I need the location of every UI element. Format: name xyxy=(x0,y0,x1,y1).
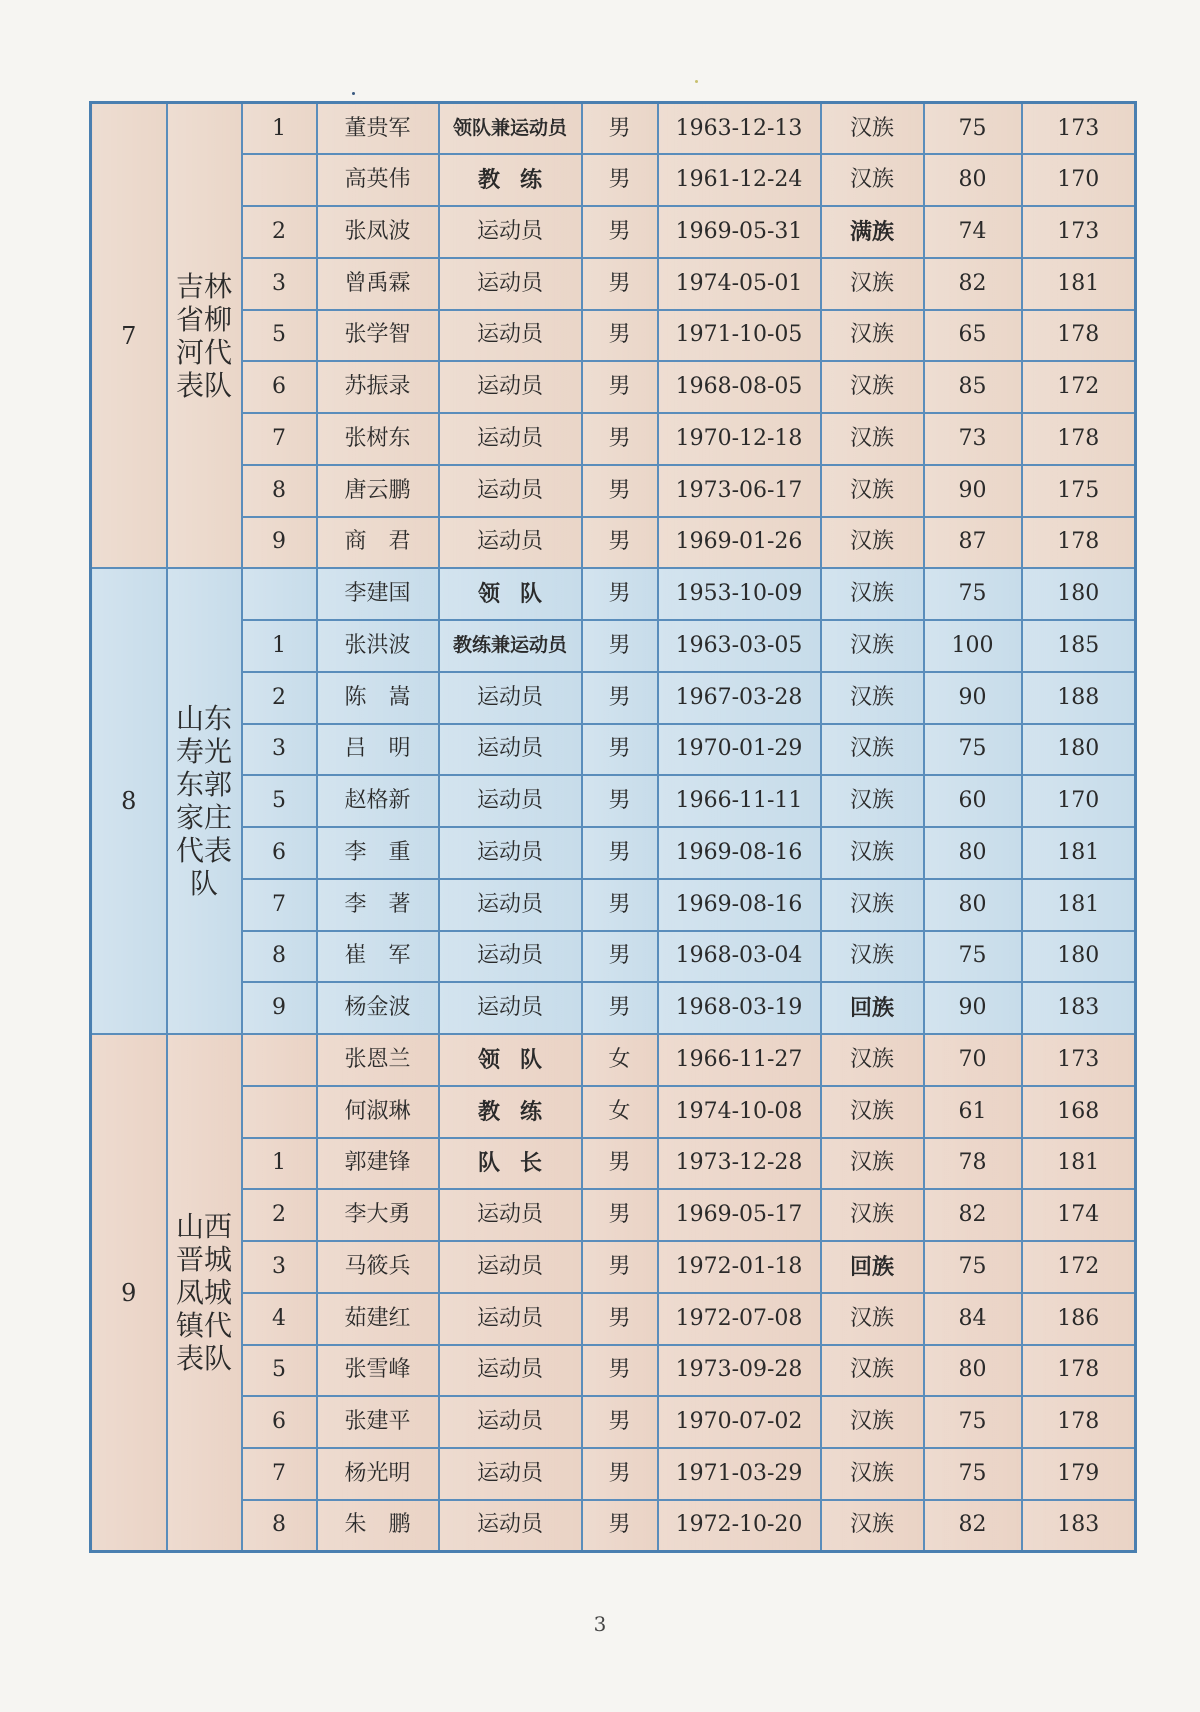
height-cell: 188 xyxy=(1022,672,1136,724)
table-row xyxy=(91,1293,1136,1345)
player-number-cell: 2 xyxy=(242,1189,317,1241)
member-name-cell: 高英伟 xyxy=(317,154,439,206)
scan-speck xyxy=(352,92,355,95)
sex-cell: 男 xyxy=(582,982,658,1034)
birth-date-cell: 1971-03-29 xyxy=(658,1448,821,1500)
ethnicity-cell: 汉族 xyxy=(821,1396,924,1448)
role-cell: 领队兼运动员 xyxy=(439,103,582,155)
table-row xyxy=(91,310,1136,362)
birth-date-cell: 1969-08-16 xyxy=(658,827,821,879)
ethnicity-cell: 汉族 xyxy=(821,1034,924,1086)
member-name-cell: 郭建锋 xyxy=(317,1138,439,1190)
table-row xyxy=(91,1138,1136,1190)
role-cell: 运动员 xyxy=(439,361,582,413)
player-number-cell: 3 xyxy=(242,724,317,776)
birth-date-cell: 1968-08-05 xyxy=(658,361,821,413)
ethnicity-cell: 汉族 xyxy=(821,258,924,310)
birth-date-cell: 1973-09-28 xyxy=(658,1345,821,1397)
member-name-cell: 朱 鹏 xyxy=(317,1500,439,1552)
birth-date-cell: 1963-03-05 xyxy=(658,620,821,672)
member-name-cell: 杨金波 xyxy=(317,982,439,1034)
player-number-cell: 7 xyxy=(242,413,317,465)
weight-cell: 75 xyxy=(924,1396,1022,1448)
ethnicity-cell: 汉族 xyxy=(821,672,924,724)
height-cell: 181 xyxy=(1022,827,1136,879)
member-name-cell: 张凤波 xyxy=(317,206,439,258)
role-cell: 运动员 xyxy=(439,775,582,827)
table-row xyxy=(91,568,1136,620)
height-cell: 173 xyxy=(1022,1034,1136,1086)
sex-cell: 男 xyxy=(582,1448,658,1500)
player-number-cell: 5 xyxy=(242,775,317,827)
table-row xyxy=(91,258,1136,310)
table-row xyxy=(91,517,1136,569)
weight-cell: 82 xyxy=(924,258,1022,310)
birth-date-cell: 1969-05-31 xyxy=(658,206,821,258)
weight-cell: 70 xyxy=(924,1034,1022,1086)
member-name-cell: 张恩兰 xyxy=(317,1034,439,1086)
height-cell: 185 xyxy=(1022,620,1136,672)
height-cell: 172 xyxy=(1022,1241,1136,1293)
sex-cell: 男 xyxy=(582,775,658,827)
table-row xyxy=(91,1500,1136,1552)
table-row xyxy=(91,413,1136,465)
height-cell: 181 xyxy=(1022,879,1136,931)
player-number-cell: 7 xyxy=(242,879,317,931)
birth-date-cell: 1966-11-27 xyxy=(658,1034,821,1086)
role-cell: 运动员 xyxy=(439,1189,582,1241)
birth-date-cell: 1966-11-11 xyxy=(658,775,821,827)
player-number-cell: 2 xyxy=(242,206,317,258)
roster-body xyxy=(91,103,1136,1552)
weight-cell: 61 xyxy=(924,1086,1022,1138)
height-cell: 181 xyxy=(1022,1138,1136,1190)
weight-cell: 80 xyxy=(924,879,1022,931)
role-cell: 队长 xyxy=(439,1138,582,1190)
table-row xyxy=(91,879,1136,931)
sex-cell: 男 xyxy=(582,465,658,517)
ethnicity-cell: 汉族 xyxy=(821,931,924,983)
member-name-cell: 董贵军 xyxy=(317,103,439,155)
birth-date-cell: 1961-12-24 xyxy=(658,154,821,206)
member-name-cell: 商 君 xyxy=(317,517,439,569)
role-cell: 教练 xyxy=(439,154,582,206)
height-cell: 170 xyxy=(1022,154,1136,206)
height-cell: 172 xyxy=(1022,361,1136,413)
player-number-cell: 8 xyxy=(242,1500,317,1552)
birth-date-cell: 1974-10-08 xyxy=(658,1086,821,1138)
sex-cell: 男 xyxy=(582,1345,658,1397)
sex-cell: 男 xyxy=(582,827,658,879)
team-roster-table xyxy=(89,101,1137,1553)
height-cell: 175 xyxy=(1022,465,1136,517)
member-name-cell: 何淑琳 xyxy=(317,1086,439,1138)
weight-cell: 80 xyxy=(924,827,1022,879)
birth-date-cell: 1969-08-16 xyxy=(658,879,821,931)
player-number-cell: 6 xyxy=(242,361,317,413)
player-number-cell: 1 xyxy=(242,620,317,672)
member-name-cell: 吕 明 xyxy=(317,724,439,776)
member-name-cell: 赵格新 xyxy=(317,775,439,827)
member-name-cell: 张洪波 xyxy=(317,620,439,672)
height-cell: 178 xyxy=(1022,1396,1136,1448)
weight-cell: 75 xyxy=(924,931,1022,983)
ethnicity-cell: 回族 xyxy=(821,982,924,1034)
weight-cell: 80 xyxy=(924,1345,1022,1397)
ethnicity-cell: 汉族 xyxy=(821,103,924,155)
table-row xyxy=(91,775,1136,827)
table-row xyxy=(91,931,1136,983)
ethnicity-cell: 汉族 xyxy=(821,827,924,879)
player-number-cell: 4 xyxy=(242,1293,317,1345)
member-name-cell: 马筱兵 xyxy=(317,1241,439,1293)
weight-cell: 75 xyxy=(924,724,1022,776)
sex-cell: 男 xyxy=(582,1396,658,1448)
sex-cell: 女 xyxy=(582,1034,658,1086)
birth-date-cell: 1969-05-17 xyxy=(658,1189,821,1241)
ethnicity-cell: 汉族 xyxy=(821,154,924,206)
player-number-cell: 8 xyxy=(242,931,317,983)
weight-cell: 100 xyxy=(924,620,1022,672)
player-number-cell xyxy=(242,1086,317,1138)
sex-cell: 男 xyxy=(582,1241,658,1293)
ethnicity-cell: 满族 xyxy=(821,206,924,258)
table-row xyxy=(91,361,1136,413)
role-cell: 运动员 xyxy=(439,724,582,776)
player-number-cell: 9 xyxy=(242,517,317,569)
player-number-cell: 1 xyxy=(242,1138,317,1190)
sex-cell: 男 xyxy=(582,103,658,155)
ethnicity-cell: 回族 xyxy=(821,1241,924,1293)
weight-cell: 82 xyxy=(924,1500,1022,1552)
page-number: 3 xyxy=(593,1612,607,1636)
member-name-cell: 曾禹霖 xyxy=(317,258,439,310)
birth-date-cell: 1953-10-09 xyxy=(658,568,821,620)
member-name-cell: 张建平 xyxy=(317,1396,439,1448)
role-cell: 运动员 xyxy=(439,1241,582,1293)
sex-cell: 男 xyxy=(582,672,658,724)
height-cell: 170 xyxy=(1022,775,1136,827)
birth-date-cell: 1967-03-28 xyxy=(658,672,821,724)
player-number-cell xyxy=(242,568,317,620)
birth-date-cell: 1970-01-29 xyxy=(658,724,821,776)
sex-cell: 男 xyxy=(582,361,658,413)
birth-date-cell: 1973-06-17 xyxy=(658,465,821,517)
member-name-cell: 张树东 xyxy=(317,413,439,465)
role-cell: 运动员 xyxy=(439,672,582,724)
ethnicity-cell: 汉族 xyxy=(821,775,924,827)
weight-cell: 84 xyxy=(924,1293,1022,1345)
sex-cell: 男 xyxy=(582,931,658,983)
role-cell: 运动员 xyxy=(439,1500,582,1552)
role-cell: 运动员 xyxy=(439,931,582,983)
table-row xyxy=(91,103,1136,155)
member-name-cell: 崔 军 xyxy=(317,931,439,983)
birth-date-cell: 1971-10-05 xyxy=(658,310,821,362)
birth-date-cell: 1963-12-13 xyxy=(658,103,821,155)
role-cell: 教练 xyxy=(439,1086,582,1138)
ethnicity-cell: 汉族 xyxy=(821,465,924,517)
sex-cell: 男 xyxy=(582,620,658,672)
scan-speck xyxy=(695,80,698,83)
weight-cell: 78 xyxy=(924,1138,1022,1190)
table-row xyxy=(91,982,1136,1034)
height-cell: 183 xyxy=(1022,982,1136,1034)
height-cell: 180 xyxy=(1022,568,1136,620)
table-row xyxy=(91,672,1136,724)
player-number-cell xyxy=(242,1034,317,1086)
height-cell: 179 xyxy=(1022,1448,1136,1500)
sex-cell: 男 xyxy=(582,568,658,620)
sex-cell: 女 xyxy=(582,1086,658,1138)
role-cell: 运动员 xyxy=(439,1293,582,1345)
team-name-cell: 山西晋城凤城镇代表队 xyxy=(167,1034,242,1552)
member-name-cell: 唐云鹏 xyxy=(317,465,439,517)
table-row xyxy=(91,827,1136,879)
table-row xyxy=(91,1086,1136,1138)
table-row xyxy=(91,206,1136,258)
weight-cell: 60 xyxy=(924,775,1022,827)
sex-cell: 男 xyxy=(582,154,658,206)
member-name-cell: 李建国 xyxy=(317,568,439,620)
member-name-cell: 张学智 xyxy=(317,310,439,362)
birth-date-cell: 1972-07-08 xyxy=(658,1293,821,1345)
team-number-cell: 9 xyxy=(91,1034,167,1552)
sex-cell: 男 xyxy=(582,1500,658,1552)
table-row xyxy=(91,1448,1136,1500)
team-name-cell: 吉林省柳河代表队 xyxy=(167,103,242,569)
player-number-cell: 7 xyxy=(242,1448,317,1500)
role-cell: 运动员 xyxy=(439,982,582,1034)
member-name-cell: 张雪峰 xyxy=(317,1345,439,1397)
sex-cell: 男 xyxy=(582,310,658,362)
role-cell: 运动员 xyxy=(439,465,582,517)
ethnicity-cell: 汉族 xyxy=(821,1086,924,1138)
table-row xyxy=(91,1189,1136,1241)
birth-date-cell: 1970-07-02 xyxy=(658,1396,821,1448)
role-cell: 运动员 xyxy=(439,413,582,465)
sex-cell: 男 xyxy=(582,1293,658,1345)
team-name-cell: 山东寿光东郭家庄代表队 xyxy=(167,568,242,1034)
table-row xyxy=(91,620,1136,672)
weight-cell: 80 xyxy=(924,154,1022,206)
weight-cell: 74 xyxy=(924,206,1022,258)
member-name-cell: 李大勇 xyxy=(317,1189,439,1241)
role-cell: 运动员 xyxy=(439,1396,582,1448)
birth-date-cell: 1973-12-28 xyxy=(658,1138,821,1190)
table-row xyxy=(91,154,1136,206)
weight-cell: 75 xyxy=(924,103,1022,155)
team-number-cell: 8 xyxy=(91,568,167,1034)
player-number-cell: 6 xyxy=(242,1396,317,1448)
table-row xyxy=(91,724,1136,776)
height-cell: 178 xyxy=(1022,310,1136,362)
role-cell: 领队 xyxy=(439,1034,582,1086)
sex-cell: 男 xyxy=(582,206,658,258)
ethnicity-cell: 汉族 xyxy=(821,879,924,931)
height-cell: 180 xyxy=(1022,931,1136,983)
ethnicity-cell: 汉族 xyxy=(821,724,924,776)
birth-date-cell: 1968-03-19 xyxy=(658,982,821,1034)
height-cell: 178 xyxy=(1022,517,1136,569)
birth-date-cell: 1968-03-04 xyxy=(658,931,821,983)
height-cell: 183 xyxy=(1022,1500,1136,1552)
role-cell: 领队 xyxy=(439,568,582,620)
ethnicity-cell: 汉族 xyxy=(821,517,924,569)
ethnicity-cell: 汉族 xyxy=(821,1293,924,1345)
member-name-cell: 杨光明 xyxy=(317,1448,439,1500)
player-number-cell: 3 xyxy=(242,1241,317,1293)
sex-cell: 男 xyxy=(582,258,658,310)
member-name-cell: 李 著 xyxy=(317,879,439,931)
player-number-cell: 5 xyxy=(242,1345,317,1397)
player-number-cell: 8 xyxy=(242,465,317,517)
member-name-cell: 苏振录 xyxy=(317,361,439,413)
ethnicity-cell: 汉族 xyxy=(821,1138,924,1190)
height-cell: 186 xyxy=(1022,1293,1136,1345)
sex-cell: 男 xyxy=(582,879,658,931)
role-cell: 运动员 xyxy=(439,1345,582,1397)
member-name-cell: 茹建红 xyxy=(317,1293,439,1345)
birth-date-cell: 1972-10-20 xyxy=(658,1500,821,1552)
weight-cell: 90 xyxy=(924,672,1022,724)
role-cell: 运动员 xyxy=(439,258,582,310)
table-row xyxy=(91,1345,1136,1397)
sex-cell: 男 xyxy=(582,517,658,569)
birth-date-cell: 1974-05-01 xyxy=(658,258,821,310)
role-cell: 运动员 xyxy=(439,827,582,879)
height-cell: 173 xyxy=(1022,103,1136,155)
member-name-cell: 陈 嵩 xyxy=(317,672,439,724)
player-number-cell: 5 xyxy=(242,310,317,362)
player-number-cell xyxy=(242,154,317,206)
ethnicity-cell: 汉族 xyxy=(821,310,924,362)
weight-cell: 65 xyxy=(924,310,1022,362)
table-row xyxy=(91,1241,1136,1293)
role-cell: 教练兼运动员 xyxy=(439,620,582,672)
table-row xyxy=(91,1034,1136,1086)
sex-cell: 男 xyxy=(582,724,658,776)
sex-cell: 男 xyxy=(582,1138,658,1190)
birth-date-cell: 1970-12-18 xyxy=(658,413,821,465)
player-number-cell: 9 xyxy=(242,982,317,1034)
ethnicity-cell: 汉族 xyxy=(821,1189,924,1241)
weight-cell: 90 xyxy=(924,982,1022,1034)
birth-date-cell: 1969-01-26 xyxy=(658,517,821,569)
height-cell: 168 xyxy=(1022,1086,1136,1138)
table-row xyxy=(91,465,1136,517)
height-cell: 178 xyxy=(1022,413,1136,465)
table-row xyxy=(91,1396,1136,1448)
height-cell: 173 xyxy=(1022,206,1136,258)
ethnicity-cell: 汉族 xyxy=(821,361,924,413)
weight-cell: 75 xyxy=(924,1448,1022,1500)
ethnicity-cell: 汉族 xyxy=(821,1500,924,1552)
ethnicity-cell: 汉族 xyxy=(821,1345,924,1397)
weight-cell: 90 xyxy=(924,465,1022,517)
player-number-cell: 6 xyxy=(242,827,317,879)
player-number-cell: 2 xyxy=(242,672,317,724)
weight-cell: 87 xyxy=(924,517,1022,569)
role-cell: 运动员 xyxy=(439,206,582,258)
birth-date-cell: 1972-01-18 xyxy=(658,1241,821,1293)
team-number-cell: 7 xyxy=(91,103,167,569)
height-cell: 174 xyxy=(1022,1189,1136,1241)
weight-cell: 73 xyxy=(924,413,1022,465)
weight-cell: 75 xyxy=(924,568,1022,620)
weight-cell: 85 xyxy=(924,361,1022,413)
player-number-cell: 3 xyxy=(242,258,317,310)
role-cell: 运动员 xyxy=(439,310,582,362)
ethnicity-cell: 汉族 xyxy=(821,1448,924,1500)
role-cell: 运动员 xyxy=(439,879,582,931)
sex-cell: 男 xyxy=(582,1189,658,1241)
ethnicity-cell: 汉族 xyxy=(821,568,924,620)
member-name-cell: 李 重 xyxy=(317,827,439,879)
role-cell: 运动员 xyxy=(439,1448,582,1500)
sex-cell: 男 xyxy=(582,413,658,465)
ethnicity-cell: 汉族 xyxy=(821,620,924,672)
height-cell: 181 xyxy=(1022,258,1136,310)
role-cell: 运动员 xyxy=(439,517,582,569)
height-cell: 180 xyxy=(1022,724,1136,776)
player-number-cell: 1 xyxy=(242,103,317,155)
ethnicity-cell: 汉族 xyxy=(821,413,924,465)
weight-cell: 75 xyxy=(924,1241,1022,1293)
weight-cell: 82 xyxy=(924,1189,1022,1241)
height-cell: 178 xyxy=(1022,1345,1136,1397)
